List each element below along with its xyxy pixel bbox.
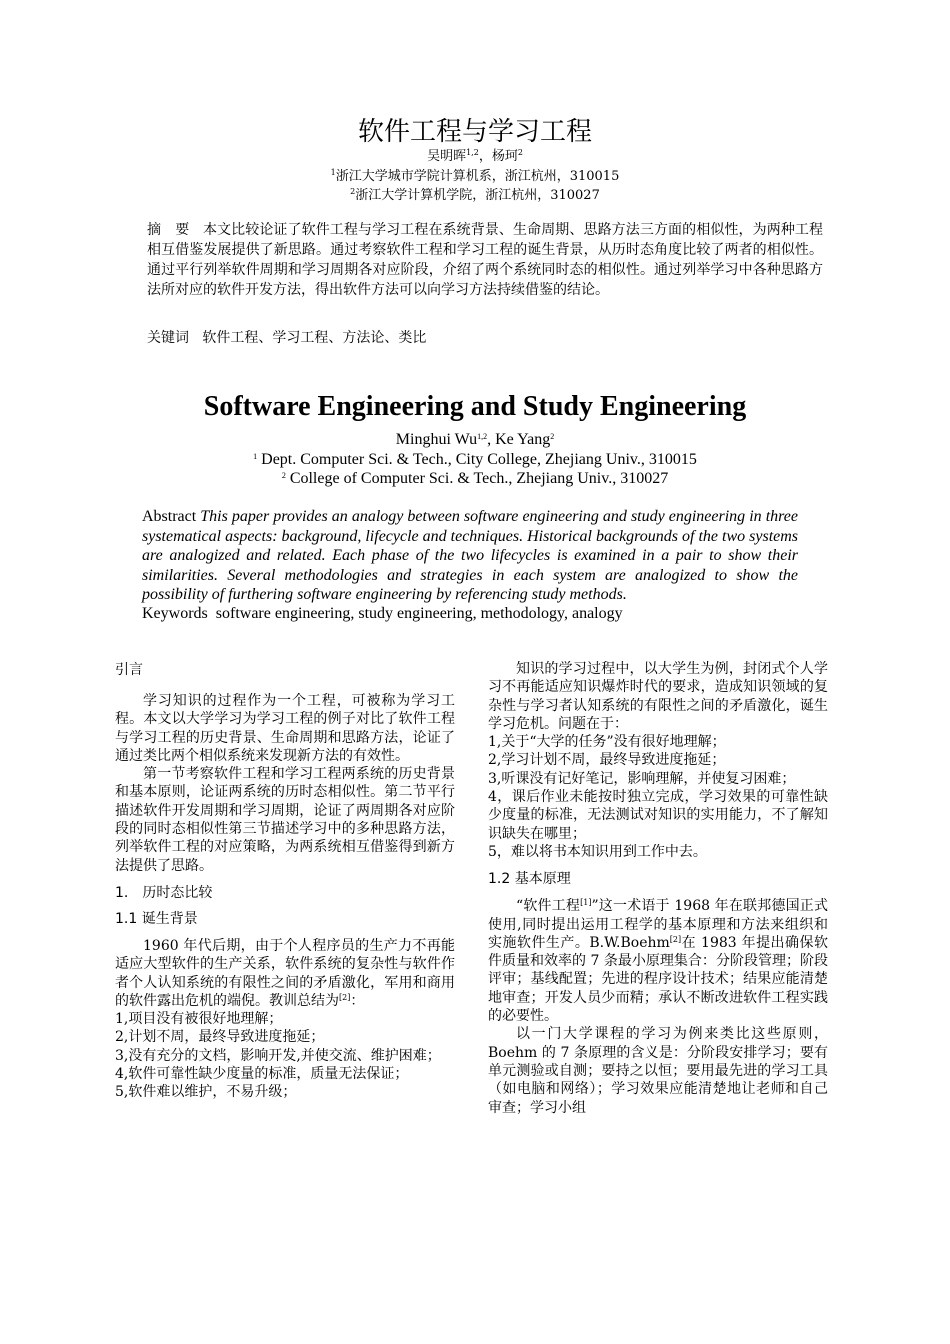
paragraph: 学习知识的过程作为一个工程，可被称为学习工程。本文以大学学习为学习工程的例子对比了软件工程与学习工程的历史背景、生命周期和思路方法，论证了通过类比两个相似系统来发现新方法的有效性。 — [115, 693, 455, 764]
list-item: 5，难以将书本知识用到工作中去。 — [488, 843, 707, 860]
paragraph: 1960 年代后期，由于个人程序员的生产力不再能适应大型软件的生产关系，软件系统的复杂性与软件作者个人认知系统的有限性之间的矛盾激化，军用和商用的软件露出危机的端倪。教训总结为[2]： — [115, 937, 455, 1009]
section-heading-1-1: 1.1 诞生背景 — [115, 910, 198, 927]
paragraph: 第一节考察软件工程和学习工程两系统的历史背景和基本原则，论证两系统的历时态相似性。第二节平行描述软件开发周期和学习周期，论证了两周期各对应阶段的同时态相似性第三节描述学习中的多种思路方法，列举软件工程的对应策略，为两系统相互借鉴得到新方法提供了思路。 — [115, 766, 455, 874]
right-column — [488, 660, 828, 1117]
chinese-affiliation-2: $^2$浙江大学计算机学院，浙江杭州，310027 — [350, 187, 600, 203]
chinese-keywords: 关键词 软件工程、学习工程、方法论、类比 — [147, 330, 427, 346]
english-abstract: Abstract This paper provides an analogy between software engineering and study engineering in three systematical aspects: background, lifecycle and techniques. Historical backgrounds of the two systems are analogized and related. Each phase of the two lifecycles is examined in a pair to show their similarities. Several methodologies and strategies in each system are analogized to show the possibility of furthering software engineering by referencing study methods. — [142, 508, 799, 603]
chinese-title: 软件工程与学习工程 — [357, 117, 592, 147]
list-item: 5,软件难以维护，不易升级； — [115, 1084, 297, 1101]
section-heading-intro: 引言 — [115, 662, 143, 678]
paragraph: 以一门大学课程的学习为例来类比这些原则，Boehm 的 7 条原理的含义是：分阶段安排学习；要有单元测验或自测；要持之以恒；要用最先进的学习工具（如电脑和网络）；学习效果应能清楚地让老师和自己审查；学习小组 — [488, 1026, 828, 1116]
chinese-affiliation-1: $^1$浙江大学城市学院计算机系，浙江杭州，310015 — [330, 168, 620, 184]
section-heading-1: 1. 历时态比较 — [115, 884, 213, 901]
chinese-abstract-label: 摘 要 — [147, 222, 190, 238]
list-item: 3,听课没有记好笔记，影响理解，并使复习困难； — [488, 770, 796, 787]
english-authors: Minghui Wu$^{1,2}$, Ke Yang$^2$ — [395, 431, 555, 448]
list-item: 4,软件可靠性缺少度量的标准，质量无法保证； — [115, 1066, 409, 1083]
left-column — [115, 660, 455, 1102]
chinese-abstract: 摘 要 本文比较论证了软件工程与学习工程在系统背景、生命周期、思路方法三方面的相似性，为两种工程相互借鉴发展提供了新思路。通过考察软件工程和学习工程的诞生背景，从历时态角度比较了两者的相似性。通过平行列举软件周期和学习周期各对应阶段，介绍了两个系统同时态的相似性。通过列举学习中各种思路方法所对应的软件开发方法，得出软件方法可以向学习方法持续借鉴的结论。 — [147, 222, 824, 298]
english-abstract-label: Abstract — [142, 508, 197, 525]
english-affiliation-2: $^2$ College of Computer Sci. & Tech., Zhejiang Univ., 310027 — [281, 470, 669, 487]
chinese-authors: 吴明晖$^{1,2}$，杨珂$^2$ — [427, 148, 523, 164]
english-keywords: Keywords software engineering, study engineering, methodology, analogy — [142, 605, 623, 622]
list-item: 4，课后作业未能按时独立完成，学习效果的可靠性缺少度量的标准，无法测试对知识的实用能力，不了解知识缺失在哪里； — [488, 789, 828, 842]
list-item: 2,计划不周，最终导致进度拖延； — [115, 1029, 325, 1046]
paragraph: 知识的学习过程中，以大学生为例，封闭式个人学习不再能适应知识爆炸时代的要求，造成知识领域的复杂性与学习者认知系统的有限性之间的矛盾激化，诞生学习危机。问题在于： — [488, 661, 828, 732]
english-title: Software Engineering and Study Engineering — [203, 391, 747, 422]
list-item: 1,项目没有被很好地理解； — [115, 1011, 283, 1028]
english-affiliation-1: $^1$ Dept. Computer Sci. & Tech., City College, Zhejiang Univ., 310015 — [253, 451, 697, 468]
list-item: 3,没有充分的文档，影响开发,并使交流、维护困难； — [115, 1047, 441, 1064]
section-heading-1-2: 1.2 基本原理 — [488, 871, 571, 888]
list-item: 2,学习计划不周，最终导致进度拖延； — [488, 752, 726, 769]
paragraph: “软件工程[1]”这一术语于 1968 年在联邦德国正式使用,同时提出运用工程学的基本原理和方法来组织和实施软件生产。B.W.Boehm[2]在 1983 年提出确保软件质量和效率的 7 条最小原理集合：分阶段管理；阶段评审；基线配置；先进的程序设计技术；结果应能清楚地审查；开发人员少而精；承认不断改进软件工程实践的必要性。 — [488, 898, 828, 1025]
list-item: 1,关于“大学的任务”没有很好地理解； — [488, 734, 726, 751]
